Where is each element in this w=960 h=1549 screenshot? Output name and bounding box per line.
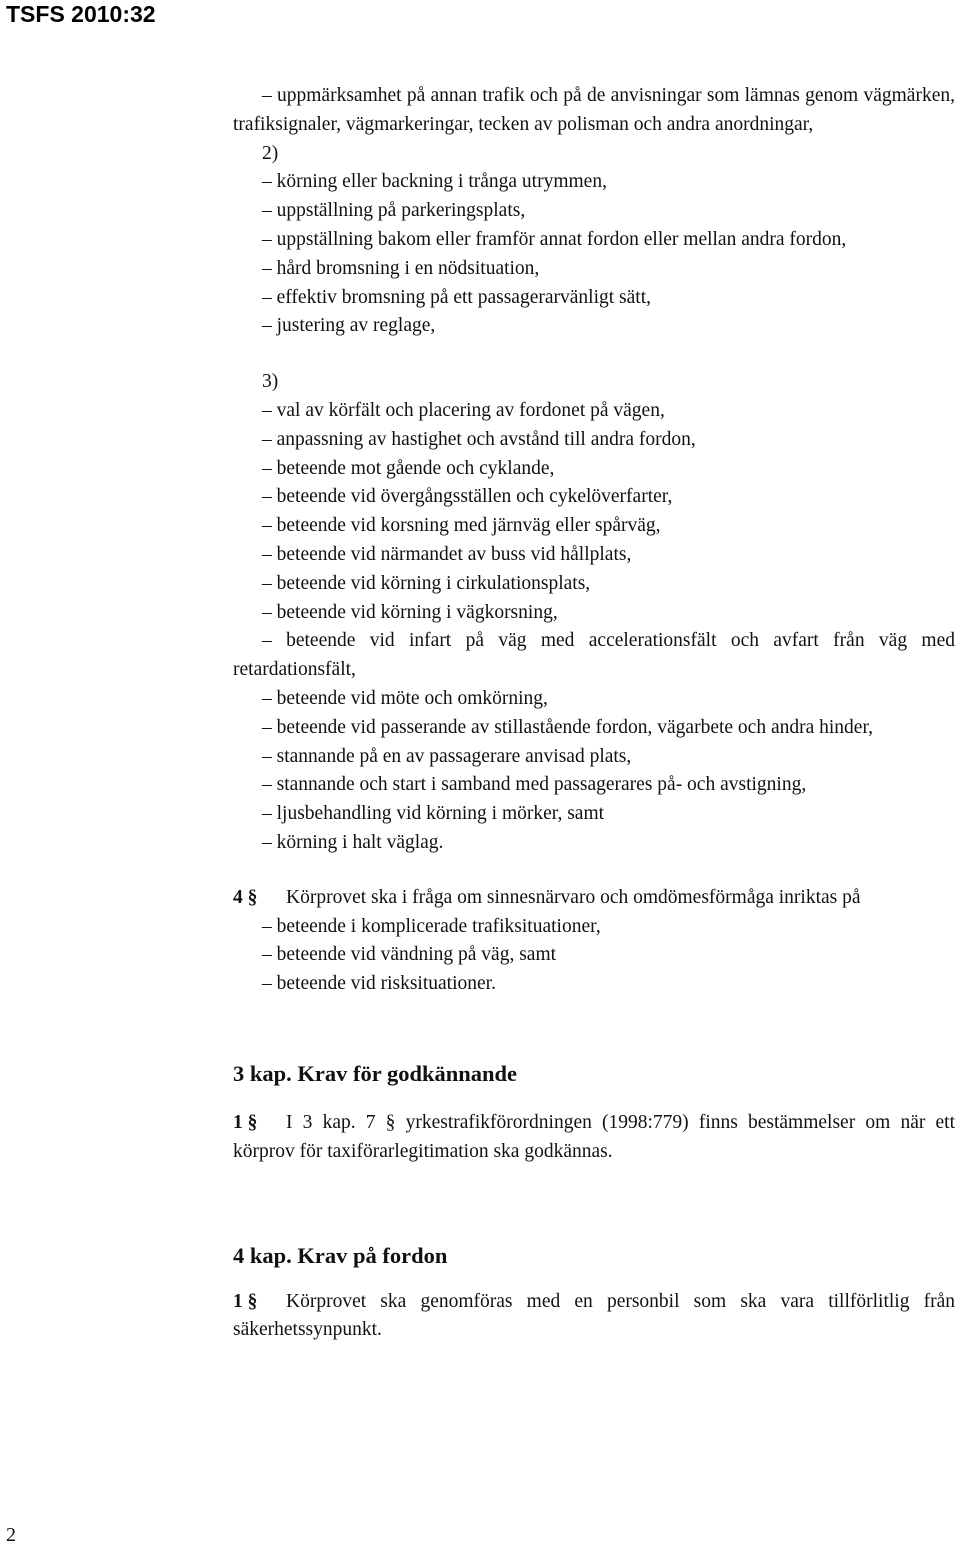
- list-item: – körning i halt väglag.: [262, 831, 444, 853]
- list-item: – val av körfält och placering av fordonet på vägen,: [262, 399, 665, 421]
- list-item: – uppställning bakom eller framför annat fordon eller mellan andra fordon,: [262, 228, 847, 250]
- document-body: [233, 82, 955, 1345]
- list-item: – beteende vid möte och omkörning,: [262, 687, 548, 709]
- list-item: – anpassning av hastighet och avstånd till andra fordon,: [262, 428, 696, 450]
- list-item: – justering av reglage,: [262, 315, 436, 337]
- section-text: Körprovet ska genomföras med en personbil som ska vara tillförlitlig från säkerhetssynpunkt.: [233, 1290, 955, 1341]
- list-item: – hård bromsning i en nödsituation,: [262, 257, 540, 279]
- list-item: – uppmärksamhet på annan trafik och på de anvisningar som lämnas genom vägmärken, trafiksignaler, vägmarkeringar, tecken av polisman och andra anordningar,: [233, 85, 955, 135]
- chapter-heading: 3 kap. Krav för godkännande: [233, 1060, 518, 1086]
- chapter-4-paragraph: [233, 1288, 955, 1346]
- item-number: 2): [262, 142, 279, 164]
- list-item: – beteende vid infart på väg med accelerationsfält och avfart från väg med retardationsfält,: [233, 630, 955, 681]
- list-item: – beteende vid vändning på väg, samt: [262, 944, 557, 966]
- section-text: Körprovet ska i fråga om sinnesnärvaro och omdömesförmåga inriktas på: [286, 886, 861, 908]
- list-item: – beteende vid risksituationer.: [262, 973, 496, 995]
- list-item: – beteende vid passerande av stillastående fordon, vägarbete och andra hinder,: [262, 716, 874, 738]
- item-number: 3): [262, 371, 279, 393]
- list-item: – beteende vid övergångsställen och cykelöverfarter,: [262, 486, 673, 508]
- list-item: – uppställning på parkeringsplats,: [262, 200, 526, 222]
- list-item: – körning eller backning i trånga utrymmen,: [262, 171, 607, 193]
- section-text: I 3 kap. 7 § yrkestrafikförordningen (1998:779) finns bestämmelser om när ett körprov för taxiförarlegitimation ska godkännas.: [233, 1111, 955, 1162]
- list-item: – beteende mot gående och cyklande,: [262, 457, 555, 479]
- section-label: 4 §: [233, 886, 258, 908]
- list-item: – stannande på en av passagerare anvisad plats,: [262, 745, 632, 767]
- section-label: 1 §: [233, 1111, 258, 1133]
- list-item: – effektiv bromsning på ett passagerarvänligt sätt,: [262, 286, 651, 308]
- document-header: TSFS 2010:32: [6, 1, 156, 27]
- chapter-3-paragraph: [233, 1109, 955, 1167]
- section-label: 1 §: [233, 1290, 258, 1312]
- list-item: – stannande och start i samband med passagerares på- och avstigning,: [262, 774, 807, 796]
- page-number: 2: [6, 1524, 16, 1546]
- list-item: – beteende vid körning i cirkulationsplats,: [262, 572, 591, 594]
- list-item: – beteende vid körning i vägkorsning,: [262, 601, 558, 623]
- list-item: – ljusbehandling vid körning i mörker, samt: [262, 803, 605, 825]
- chapter-heading: 4 kap. Krav på fordon: [233, 1242, 448, 1268]
- section-4-paragraph: [233, 884, 955, 913]
- list-item: – beteende vid närmandet av buss vid hållplats,: [262, 543, 632, 565]
- list-item: – beteende i komplicerade trafiksituationer,: [262, 915, 601, 937]
- list-item: – beteende vid korsning med järnväg eller spårväg,: [262, 515, 661, 537]
